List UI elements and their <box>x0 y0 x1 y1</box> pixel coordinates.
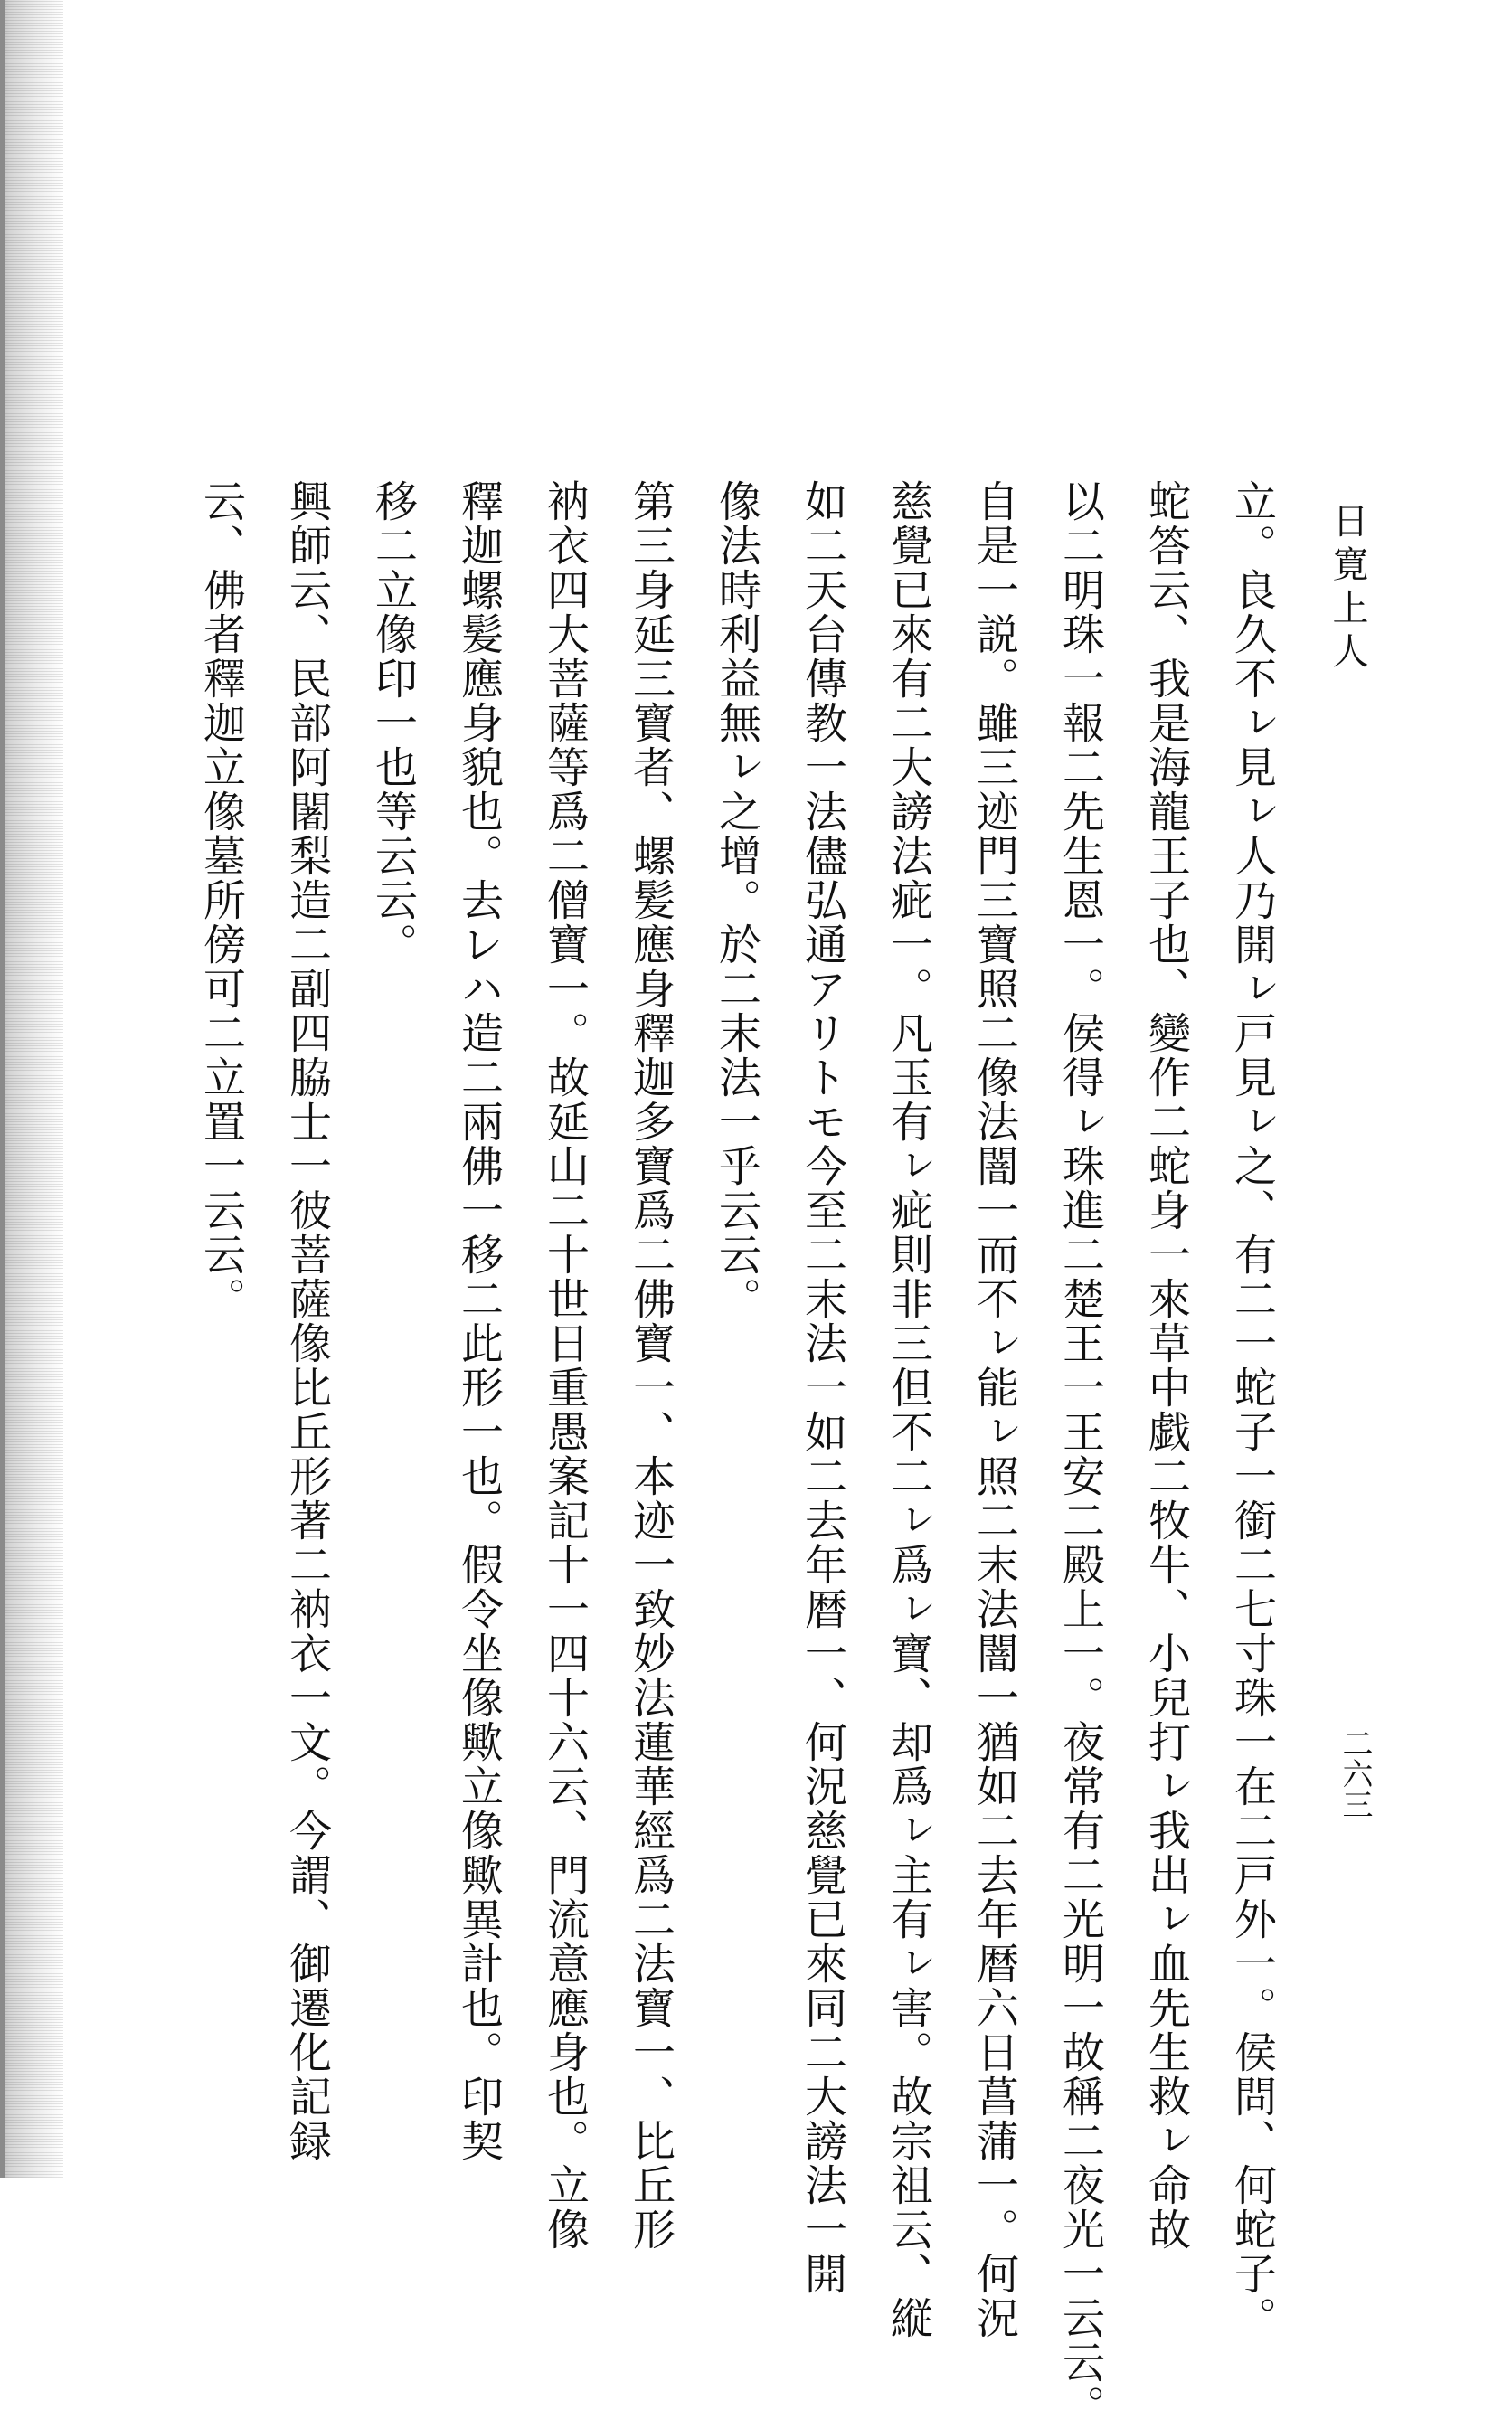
binding-gutter <box>0 0 63 2178</box>
text-column: 移二立像印一也等云云。 <box>368 479 418 967</box>
text-column: 像法時利益無ㇾ之增。於二末法一乎云云。 <box>712 479 761 1321</box>
text-column: 衲衣四大菩薩等爲二僧寶一。故延山二十世日重愚案記十一四十六云、門流意應身也。立像 <box>540 479 590 2252</box>
text-column: 釋迦螺髪應身貌也。去レハ造二兩佛一移二此形一也。假令坐像歟立像歟異計也。印契 <box>454 479 504 2163</box>
text-column: 如二天台傳教一法儘弘通アリトモ今至二末法一如二去年暦一、何況慈覺已來同二大謗法一開 <box>798 479 847 2296</box>
page-number: 二六三 <box>1337 1727 1373 1819</box>
page-edge <box>0 0 5 2178</box>
text-column: 第三身延三寶者、螺髪應身釋迦多寶爲二佛寶一、本迹一致妙法蓮華經爲二法寶一、比丘形 <box>626 479 676 2252</box>
text-column: 蛇答云、我是海龍王子也、變作二蛇身一來草中戯二牧牛、小兒打ㇾ我出ㇾ血先生救ㇾ命故 <box>1141 479 1191 2252</box>
text-column: 云、佛者釋迦立像墓所傍可二立置一云云。 <box>196 479 246 1321</box>
text-column: 自是一説。雖三迹門三寶照二像法闇一而不ㇾ能ㇾ照二末法闇一猶如二去年暦六日菖蒲一。何況 <box>969 479 1019 2340</box>
running-head: 日寛上人 <box>1327 502 1368 676</box>
body-text <box>196 479 1295 2429</box>
text-column: 以二明珠一報二先生恩一。侯得ㇾ珠進二楚王一王安二殿上一。夜常有二光明一故稱二夜光一云云。 <box>1055 479 1105 2429</box>
text-column: 慈覺已來有二大謗法疵一。凡玉有ㇾ疵則非三但不二ㇾ爲ㇾ寶、却爲ㇾ主有ㇾ害。故宗祖云、縦 <box>884 479 933 2340</box>
text-column: 立。良久不ㇾ見ㇾ人乃開ㇾ戸見ㇾ之、有二一蛇子一銜二七寸珠一在二戸外一。侯問、何蛇子。 <box>1227 479 1277 2340</box>
text-column: 興師云、民部阿闍梨造二副四脇士一彼菩薩像比丘形著二衲衣一文。今謂、御遷化記録 <box>282 479 332 2163</box>
